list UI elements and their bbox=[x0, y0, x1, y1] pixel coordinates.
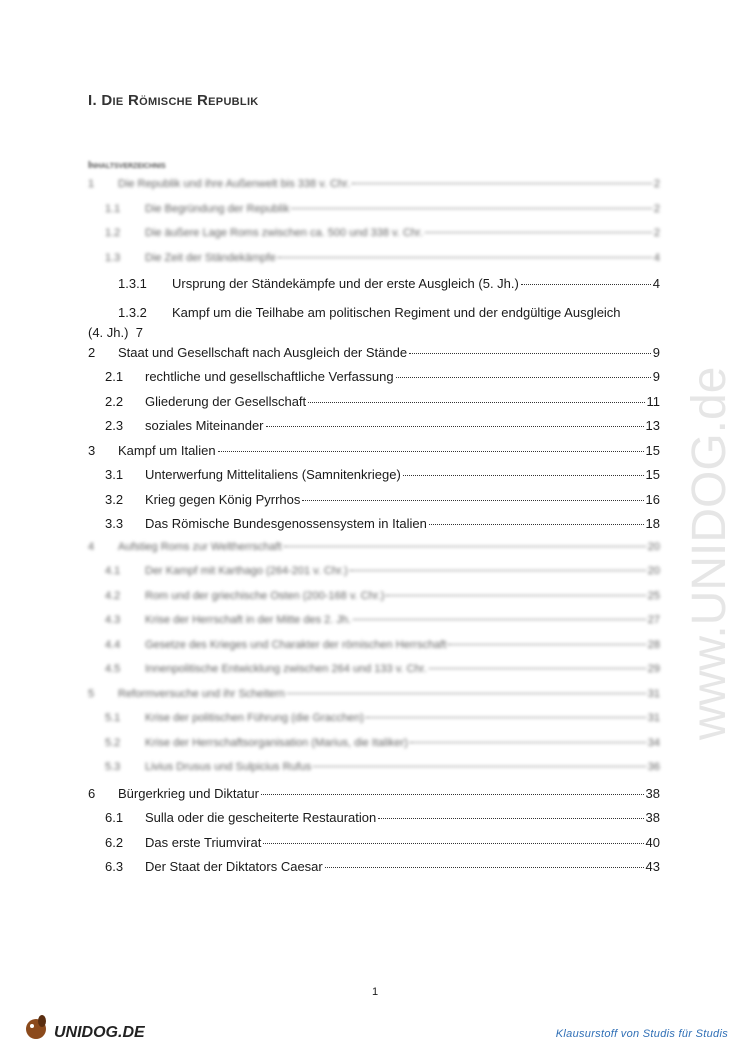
logo-text: UNIDOG.DE bbox=[54, 1024, 145, 1041]
dot-leader bbox=[261, 794, 644, 795]
dot-leader bbox=[266, 426, 644, 427]
toc-heading: Inhaltsverzeichnis bbox=[88, 160, 166, 171]
dot-leader bbox=[386, 595, 645, 596]
toc-entry-page: 11 bbox=[646, 393, 660, 409]
toc-entry-page: 31 bbox=[647, 712, 660, 724]
toc-entry-title: Das Römische Bundesgenossensystem in Italien bbox=[145, 516, 427, 531]
toc-entry-number: 2.3 bbox=[105, 418, 124, 433]
watermark-text: www.UNIDOG.de bbox=[683, 366, 736, 740]
toc-entry-title: Krise der politischen Führung (die Gracchen) bbox=[145, 712, 364, 724]
dot-leader bbox=[287, 693, 646, 694]
toc-entry-title: Innenpolitische Entwicklung zwischen 264 und 133 v. Chr. bbox=[145, 663, 427, 675]
toc-entry-page: 2 bbox=[653, 227, 660, 239]
toc-entry[interactable] bbox=[88, 663, 660, 683]
toc-entry-title: Das erste Triumvirat bbox=[145, 834, 262, 850]
toc-entry-page: 4 bbox=[653, 251, 660, 264]
toc-entry[interactable] bbox=[88, 688, 660, 708]
toc-entry-page: 27 bbox=[647, 614, 660, 626]
toc-entry[interactable] bbox=[88, 737, 660, 757]
toc-entry[interactable] bbox=[88, 394, 660, 414]
toc-entry[interactable] bbox=[88, 227, 660, 247]
dot-leader bbox=[352, 183, 652, 184]
toc-entry[interactable] bbox=[88, 614, 660, 634]
watermark bbox=[640, 240, 750, 760]
toc-entry-page: 25 bbox=[647, 589, 660, 602]
dot-leader bbox=[521, 284, 651, 285]
toc-entry[interactable] bbox=[88, 418, 660, 438]
toc-entry[interactable] bbox=[88, 761, 660, 781]
dot-leader bbox=[429, 668, 646, 669]
toc-entry-number: 1.1 bbox=[105, 202, 121, 215]
toc-entry-number: 6.1 bbox=[105, 810, 124, 825]
toc-entry-number: 1.3.1 bbox=[118, 276, 147, 291]
toc-entry-title: soziales Miteinander bbox=[145, 418, 264, 433]
toc-entry-page: 15 bbox=[645, 442, 660, 458]
toc-entry-title: Reformversuche und ihr Scheitern bbox=[118, 687, 285, 700]
toc-entry[interactable] bbox=[88, 639, 660, 659]
toc-entry[interactable] bbox=[88, 276, 660, 296]
toc-entry-number: 4.4 bbox=[105, 638, 121, 651]
toc-entry-page: 18 bbox=[645, 516, 660, 531]
toc-entry-page: 29 bbox=[647, 663, 660, 675]
toc-entry-number: 2.1 bbox=[105, 369, 124, 384]
toc-entry[interactable] bbox=[88, 178, 660, 198]
toc-entry-number: 3 bbox=[88, 442, 96, 458]
toc-entry[interactable] bbox=[88, 565, 660, 585]
toc-entry-number: 3.2 bbox=[105, 491, 124, 507]
page-number: 1 bbox=[371, 986, 379, 998]
toc-entry[interactable] bbox=[88, 541, 660, 561]
dot-leader bbox=[403, 475, 644, 476]
dot-leader bbox=[308, 402, 644, 403]
toc-entry-page: 28 bbox=[647, 638, 660, 651]
toc-entry-page: 2 bbox=[653, 178, 660, 190]
toc-entry-page: 38 bbox=[645, 785, 660, 801]
toc-entry-1-3-2[interactable] bbox=[88, 303, 660, 343]
toc-entry[interactable] bbox=[88, 443, 660, 463]
dot-leader bbox=[410, 742, 646, 743]
toc-entry-number: 1 bbox=[88, 178, 95, 190]
toc-entry-title: Aufstieg Roms zur Weltherrschaft bbox=[118, 540, 282, 553]
dot-leader bbox=[448, 644, 645, 645]
dot-leader bbox=[396, 377, 651, 378]
dot-leader bbox=[218, 451, 644, 452]
toc-entry-title: rechtliche und gesellschaftliche Verfassung bbox=[145, 369, 394, 384]
dot-leader bbox=[291, 208, 652, 209]
toc-entry-title: Krise der Herrschaftsorganisation (Marius, die Italiker) bbox=[145, 736, 408, 749]
toc-entry-page: 16 bbox=[645, 491, 660, 507]
toc-entry-title: Die Republik und ihre Außenwelt bis 338 v. Chr. bbox=[118, 178, 351, 190]
toc-entry-number: 5.1 bbox=[105, 712, 121, 724]
toc-entry-number: 2.2 bbox=[105, 393, 124, 409]
toc-entry-title: Rom und der griechische Osten (200-168 v. Chr.) bbox=[145, 589, 385, 602]
toc-entry-title: Krise der Herrschaft in der Mitte des 2. Jh. bbox=[145, 614, 352, 626]
toc-entry-title: Livius Drusus und Sulpicius Rufus bbox=[145, 761, 312, 773]
toc-entry-number: 4.5 bbox=[105, 663, 121, 675]
dot-leader bbox=[302, 500, 643, 501]
toc-entry-number: 4.1 bbox=[105, 565, 121, 577]
toc-entry-page: 9 bbox=[652, 369, 660, 384]
toc-entry-page: 36 bbox=[647, 761, 660, 773]
toc-entry[interactable] bbox=[88, 835, 660, 855]
toc-entry-number: 5.2 bbox=[105, 736, 121, 749]
toc-entry-title: Der Kampf mit Karthago (264-201 v. Chr.) bbox=[145, 565, 348, 577]
toc-entry-title: Die Zeit der Ständekämpfe bbox=[145, 251, 276, 264]
toc-entry-page: 2 bbox=[653, 202, 660, 215]
toc-entry-title: Krieg gegen König Pyrrhos bbox=[145, 491, 301, 507]
toc-entry[interactable] bbox=[88, 712, 660, 732]
toc-entry-number: 6.3 bbox=[105, 859, 124, 874]
toc-entry-title: Der Staat der Diktators Caesar bbox=[145, 859, 323, 874]
toc-entry-page: 4 bbox=[652, 276, 660, 291]
toc-entry-page: 15 bbox=[645, 467, 660, 482]
toc-entry[interactable] bbox=[88, 467, 660, 487]
dot-leader bbox=[429, 524, 644, 525]
dot-leader bbox=[350, 570, 646, 571]
dot-leader bbox=[378, 818, 643, 819]
toc-entry-page: 7 bbox=[135, 325, 143, 340]
toc-entry-title: Kampf um die Teilhabe am politischen Regiment und der endgültige Ausgleich bbox=[172, 305, 621, 320]
toc-entry-page: 31 bbox=[647, 687, 660, 700]
toc-entry[interactable] bbox=[88, 590, 660, 610]
toc-entry-title: Gliederung der Gesellschaft bbox=[145, 393, 307, 409]
toc-entry-title: Sulla oder die gescheiterte Restauration bbox=[145, 810, 377, 825]
toc-entry-number: 1.2 bbox=[105, 227, 121, 239]
toc-entry-page: 13 bbox=[645, 418, 660, 433]
dot-leader bbox=[409, 353, 651, 354]
toc-entry[interactable] bbox=[88, 369, 660, 389]
toc-entry-page: 20 bbox=[647, 565, 660, 577]
toc-entry[interactable] bbox=[88, 252, 660, 272]
dot-leader bbox=[313, 766, 645, 767]
toc-entry[interactable] bbox=[88, 786, 660, 806]
toc-entry-number: 6.2 bbox=[105, 834, 124, 850]
dot-leader bbox=[325, 867, 644, 868]
toc-entry-title: Die äußere Lage Roms zwischen ca. 500 und 338 v. Chr. bbox=[145, 227, 424, 239]
toc-entry-page: 34 bbox=[647, 736, 660, 749]
dot-leader bbox=[366, 717, 646, 718]
toc-entry-page: 43 bbox=[645, 859, 660, 874]
toc-entry-number: 4.2 bbox=[105, 589, 121, 602]
unidog-logo bbox=[22, 1012, 152, 1046]
toc-entry-page: 38 bbox=[645, 810, 660, 825]
toc-entry-number: 4.3 bbox=[105, 614, 121, 626]
toc-entry-title: Kampf um Italien bbox=[118, 442, 216, 458]
toc-entry-number: 6 bbox=[88, 785, 96, 801]
toc-entry-title: Bürgerkrieg und Diktatur bbox=[118, 785, 259, 801]
tagline: Klausurstoff von Studis für Studis bbox=[555, 1028, 728, 1040]
toc-entry-number: 1.3 bbox=[105, 251, 121, 264]
toc-entry-page: 20 bbox=[647, 540, 660, 553]
toc-entry[interactable] bbox=[88, 810, 660, 830]
toc-entry-title: Unterwerfung Mittelitaliens (Samnitenkriege) bbox=[145, 467, 401, 482]
toc-entry-page: 9 bbox=[652, 344, 660, 360]
toc-entry-number: 5 bbox=[88, 687, 95, 700]
dot-leader bbox=[284, 546, 646, 547]
chapter-title: I. Die Römische Republik bbox=[88, 92, 259, 109]
toc-entry-number: 3.3 bbox=[105, 516, 124, 531]
toc-entry-title: Die Begründung der Republik bbox=[145, 202, 290, 215]
dot-leader bbox=[263, 843, 643, 844]
toc-entry[interactable] bbox=[88, 345, 660, 365]
toc-entry[interactable] bbox=[88, 859, 660, 879]
toc-entry-title-continued: (4. Jh.) bbox=[88, 325, 129, 340]
toc-entry-number: 5.3 bbox=[105, 761, 121, 773]
toc-entry-title: Staat und Gesellschaft nach Ausgleich der Stände bbox=[118, 344, 408, 360]
toc-entry-page: 40 bbox=[645, 834, 660, 850]
toc-entry-number: 3.1 bbox=[105, 467, 124, 482]
toc-entry[interactable] bbox=[88, 516, 660, 536]
toc-entry-number: 1.3.2 bbox=[118, 305, 147, 320]
toc-entry[interactable] bbox=[88, 492, 660, 512]
dot-leader bbox=[425, 232, 652, 233]
dot-leader bbox=[278, 257, 652, 258]
toc-entry-title: Gesetze des Krieges und Charakter der römischen Herrschaft bbox=[145, 638, 447, 651]
toc-entry-title: Ursprung der Ständekämpfe und der erste Ausgleich (5. Jh.) bbox=[172, 276, 519, 291]
toc-entry[interactable] bbox=[88, 203, 660, 223]
dot-leader bbox=[353, 619, 646, 620]
toc-entry-number: 4 bbox=[88, 540, 95, 553]
toc-entry-number: 2 bbox=[88, 344, 96, 360]
